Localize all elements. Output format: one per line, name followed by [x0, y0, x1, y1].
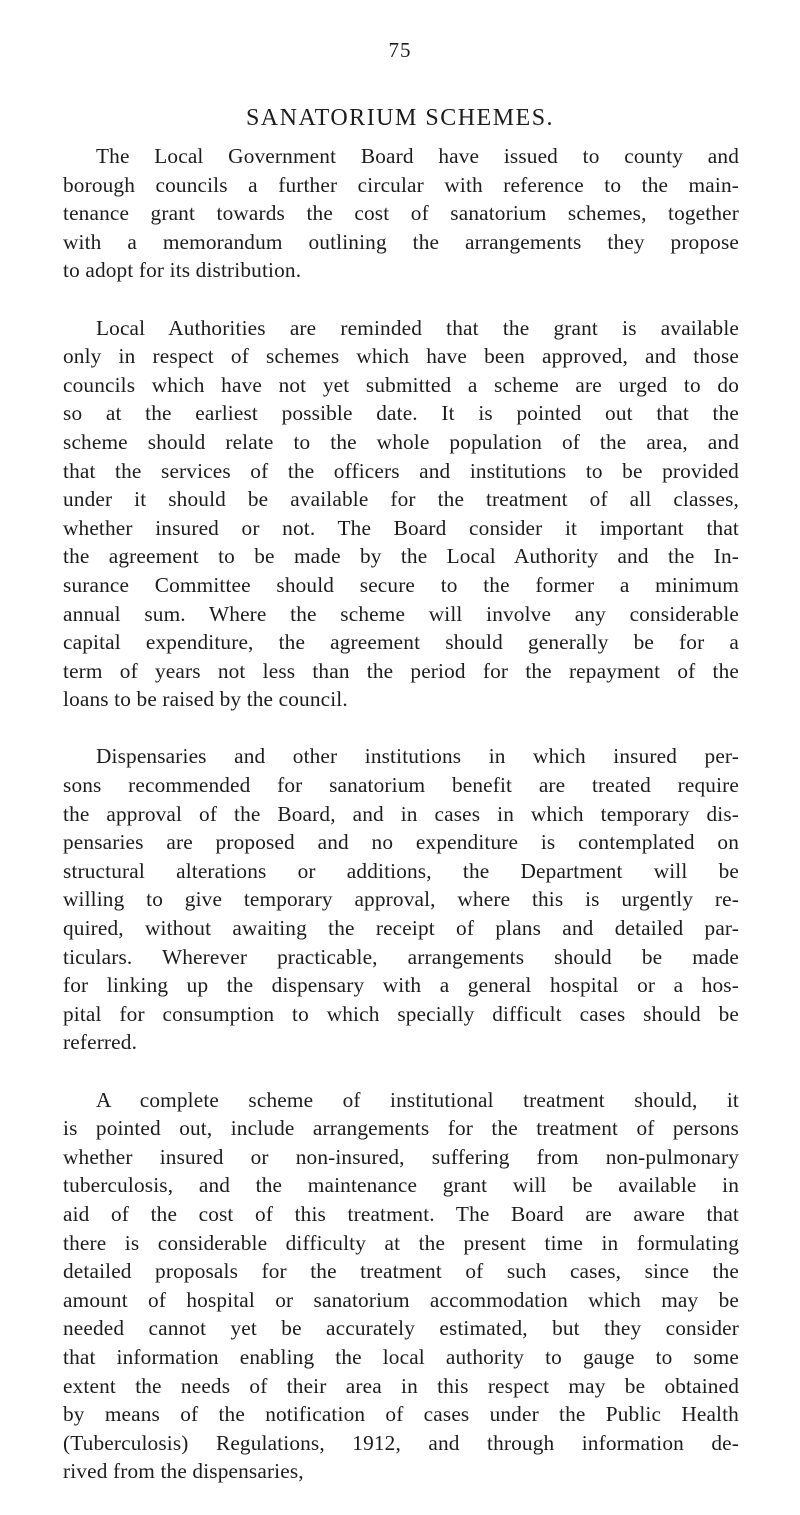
- text-line: borough councils a further circular with reference to the main-: [63, 172, 739, 197]
- text-line: that the services of the officers and institutions to be provided: [63, 458, 739, 483]
- text-line: quired, without awaiting the receipt of plans and detailed par-: [63, 916, 739, 941]
- page-heading: SANATORIUM SCHEMES.: [245, 105, 555, 131]
- text-line: referred.: [63, 1030, 138, 1055]
- text-line: tenance grant towards the cost of sanatorium schemes, together: [63, 201, 739, 226]
- text-line: loans to be raised by the council.: [63, 687, 348, 712]
- text-line: capital expenditure, the agreement should generally be for a: [63, 630, 739, 655]
- text-line: councils which have not yet submitted a scheme are urged to do: [63, 372, 739, 397]
- text-line: for linking up the dispensary with a general hospital or a hos-: [63, 973, 739, 998]
- text-line: is pointed out, include arrangements for the treatment of persons: [63, 1116, 739, 1141]
- text-line: extent the needs of their area in this respect may be obtained: [63, 1373, 739, 1398]
- text-line: only in respect of schemes which have been approved, and those: [63, 344, 739, 369]
- text-line: there is considerable difficulty at the present time in formulating: [63, 1230, 739, 1255]
- text-line: The Local Government Board have issued to county and: [96, 144, 739, 168]
- text-line: by means of the notification of cases under the Public Health: [63, 1402, 739, 1427]
- text-line: scheme should relate to the whole population of the area, and: [63, 429, 739, 454]
- paragraph-2: [63, 314, 739, 714]
- text-line: term of years not less than the period for the repayment of the: [63, 658, 739, 683]
- page-number: 75: [388, 38, 412, 62]
- paragraph-1: [63, 142, 739, 285]
- text-line: Local Authorities are reminded that the grant is available: [96, 315, 739, 340]
- text-line: pensaries are proposed and no expenditure is contemplated on: [63, 830, 739, 855]
- text-line: amount of hospital or sanatorium accommodation which may be: [63, 1287, 739, 1312]
- text-line: willing to give temporary approval, where this is urgently re-: [63, 887, 739, 912]
- text-line: needed cannot yet be accurately estimated, but they consider: [63, 1316, 739, 1341]
- text-line: detailed proposals for the treatment of such cases, since the: [63, 1259, 739, 1284]
- text-line: that information enabling the local authority to gauge to some: [63, 1344, 739, 1369]
- text-line: (Tuberculosis) Regulations, 1912, and through information de-: [63, 1430, 739, 1455]
- text-line: annual sum. Where the scheme will involve any considerable: [63, 601, 739, 626]
- text-line: so at the earliest possible date. It is pointed out that the: [63, 401, 739, 426]
- text-line: to adopt for its distribution.: [63, 258, 302, 283]
- text-line: Dispensaries and other institutions in which insured per-: [96, 744, 739, 769]
- text-line: the agreement to be made by the Local Authority and the In-: [63, 544, 739, 569]
- text-line: A complete scheme of institutional treatment should, it: [96, 1087, 739, 1112]
- text-line: tuberculosis, and the maintenance grant will be available in: [63, 1173, 739, 1198]
- text-line: with a memorandum outlining the arrangements they propose: [63, 229, 739, 254]
- text-line: sons recommended for sanatorium benefit are treated require: [63, 773, 739, 798]
- text-line: whether insured or non-insured, suffering from non-pulmonary: [63, 1144, 739, 1169]
- text-line: under it should be available for the treatment of all classes,: [63, 487, 739, 512]
- paragraph-4: [63, 1086, 739, 1486]
- text-line: whether insured or not. The Board consider it important that: [63, 515, 739, 540]
- text-line: the approval of the Board, and in cases in which temporary dis-: [63, 801, 739, 826]
- text-line: aid of the cost of this treatment. The Board are aware that: [63, 1201, 739, 1226]
- text-line: rived from the dispensaries,: [63, 1459, 304, 1484]
- text-line: pital for consumption to which specially difficult cases should be: [63, 1001, 739, 1026]
- text-line: surance Committee should secure to the former a minimum: [63, 572, 739, 597]
- text-line: ticulars. Wherever practicable, arrangements should be made: [63, 944, 739, 969]
- article-body: [63, 142, 739, 1515]
- text-line: structural alterations or additions, the Department will be: [63, 858, 739, 883]
- paragraph-3: [63, 742, 739, 1057]
